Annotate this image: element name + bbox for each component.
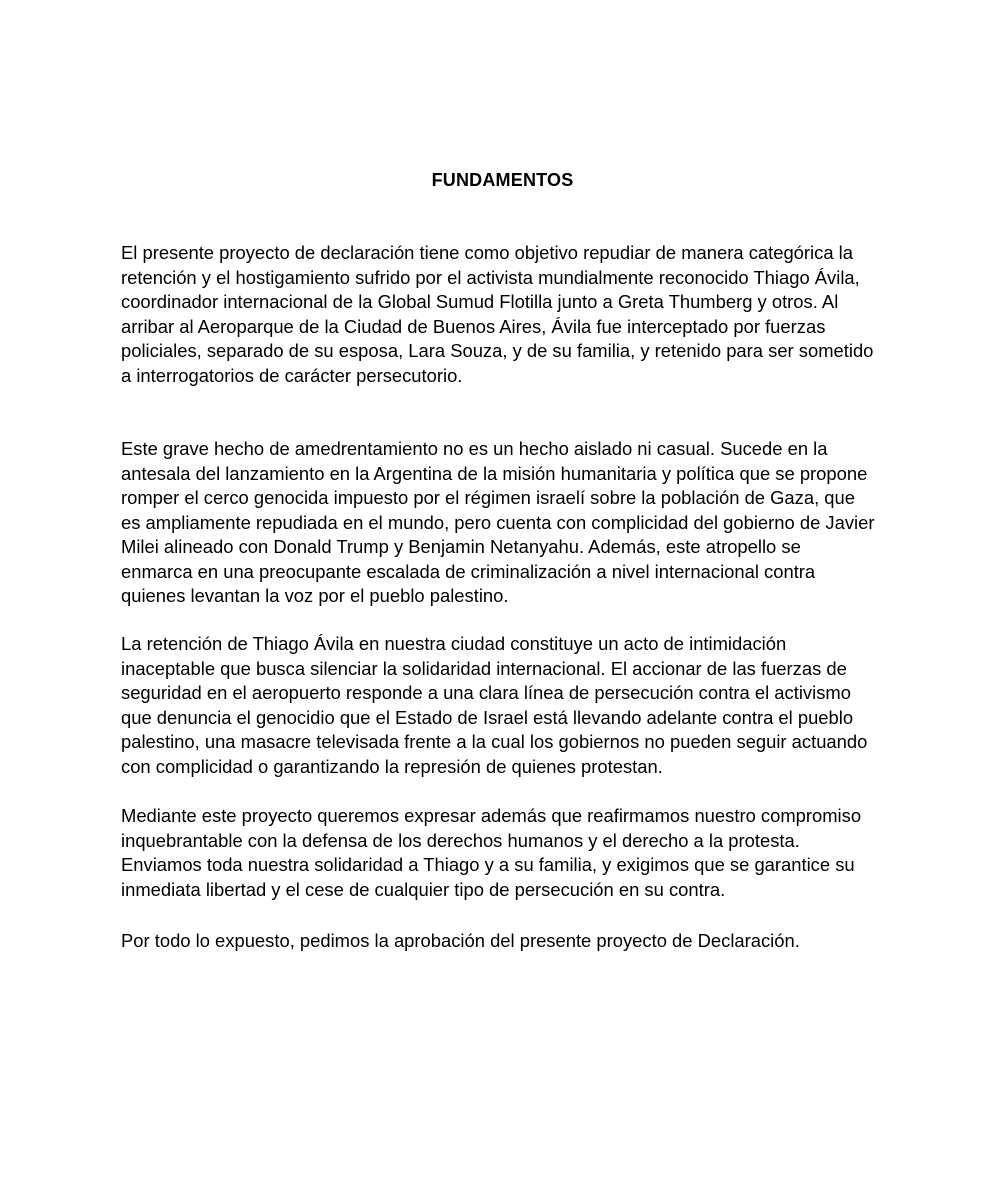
document-title: FUNDAMENTOS xyxy=(431,170,574,190)
paragraph-line: palestino, una masacre televisada frente a la cual los gobiernos no pueden seguir actuando xyxy=(121,731,868,752)
paragraph-line: seguridad en el aeropuerto responde a una clara línea de persecución contra el activismo xyxy=(121,682,851,703)
paragraph-4 xyxy=(121,804,911,902)
paragraph-line: El presente proyecto de declaración tiene como objetivo repudiar de manera categórica la xyxy=(121,242,853,263)
paragraph-line: que denuncia el genocidio que el Estado de Israel está llevando adelante contra el pueblo xyxy=(121,706,854,728)
paragraph-line: inquebrantable con la defensa de los derechos humanos y el derecho a la protesta. xyxy=(121,829,800,851)
paragraph-line: romper el cerco genocida impuesto por el régimen israelí sobre la población de Gaza, que xyxy=(121,487,855,508)
paragraph-line: quienes levantan la voz por el pueblo palestino. xyxy=(121,585,509,606)
paragraph-line: La retención de Thiago Ávila en nuestra ciudad constituye un acto de intimidación xyxy=(121,633,787,654)
paragraph-line: inaceptable que busca silenciar la solidaridad internacional. El accionar de las fuerzas de xyxy=(121,657,847,679)
paragraph-line: con complicidad o garantizando la represión de quienes protestan. xyxy=(121,755,663,777)
paragraph-line: antesala del lanzamiento en la Argentina de la misión humanitaria y política que se propone xyxy=(121,462,868,484)
paragraph-line: coordinador internacional de la Global Sumud Flotilla junto a Greta Thumberg y otros. Al xyxy=(121,291,839,312)
paragraph-5 xyxy=(121,929,911,954)
paragraph-line: enmarca en una preocupante escalada de criminalización a nivel internacional contra xyxy=(121,560,816,582)
paragraph-line: Este grave hecho de amedrentamiento no es un hecho aislado ni casual. Sucede en la xyxy=(121,438,828,459)
paragraph-line: arribar al Aeroparque de la Ciudad de Buenos Aires, Ávila fue interceptado por fuerzas xyxy=(121,315,826,337)
paragraph-1 xyxy=(121,241,911,388)
paragraph-line: Mediante este proyecto queremos expresar además que reafirmamos nuestro compromiso xyxy=(121,805,862,826)
paragraph-line: Milei alineado con Donald Trump y Benjamin Netanyahu. Además, este atropello se xyxy=(121,536,801,557)
paragraph-line: inmediata libertad y el cese de cualquier tipo de persecución en su contra. xyxy=(121,878,726,900)
paragraph-2 xyxy=(121,437,911,609)
paragraph-3 xyxy=(121,632,911,779)
paragraph-line: es ampliamente repudiada en el mundo, pero cuenta con complicidad del gobierno de Javier xyxy=(121,511,875,533)
paragraph-line: a interrogatorios de carácter persecutorio. xyxy=(121,364,463,386)
paragraph-line: Enviamos toda nuestra solidaridad a Thiago y a su familia, y exigimos que se garantice su xyxy=(121,854,855,875)
paragraph-line: policiales, separado de su esposa, Lara Souza, y de su familia, y retenido para ser sometido xyxy=(121,340,874,361)
paragraph-line: Por todo lo expuesto, pedimos la aprobación del presente proyecto de Declaración. xyxy=(121,930,800,951)
paragraph-line: retención y el hostigamiento sufrido por el activista mundialmente reconocido Thiago Ávila, xyxy=(121,266,860,288)
